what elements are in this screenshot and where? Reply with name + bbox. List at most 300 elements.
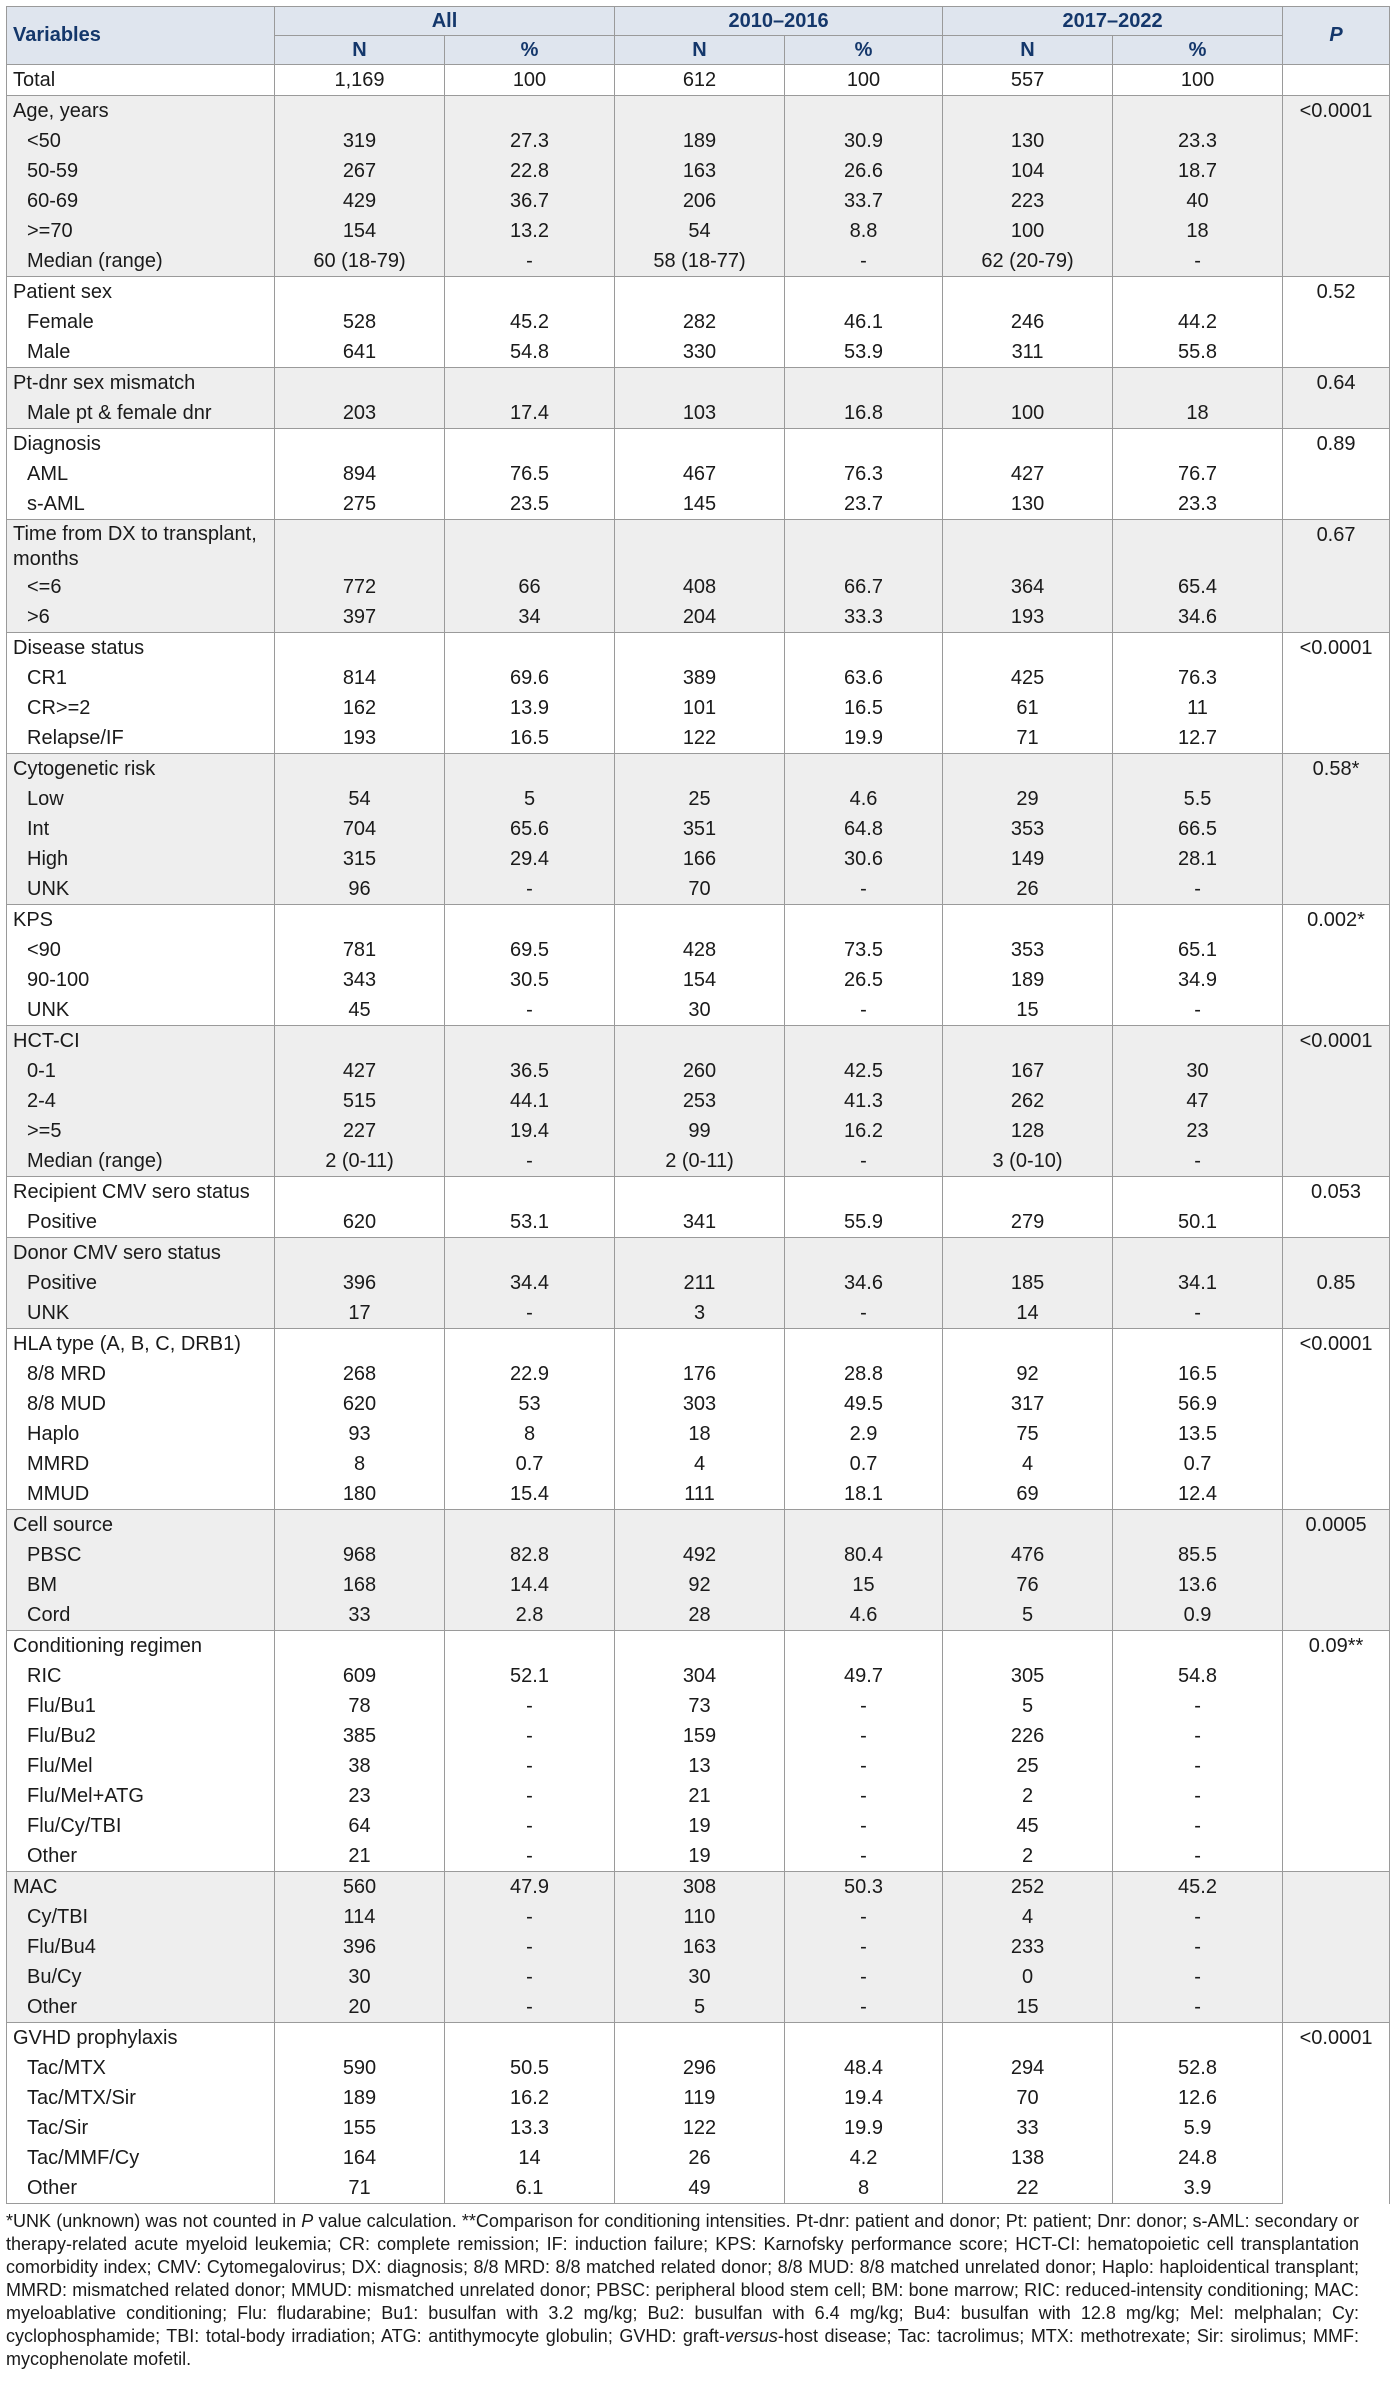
row-label: 0-1 [7, 1056, 275, 1086]
row-label: Flu/Bu1 [7, 1691, 275, 1721]
cell: 28.8 [785, 1359, 943, 1389]
cell: 49.7 [785, 1661, 943, 1691]
cell: 180 [275, 1479, 445, 1510]
table-row [7, 337, 1390, 368]
cell: 641 [275, 337, 445, 368]
cell [615, 1510, 785, 1541]
cell: 18 [1113, 398, 1283, 429]
row-label: CR>=2 [7, 693, 275, 723]
cell: 1,169 [275, 65, 445, 96]
cell: 396 [275, 1932, 445, 1962]
cell: 75 [943, 1419, 1113, 1449]
cell: 233 [943, 1932, 1113, 1962]
table-row [7, 1146, 1390, 1177]
row-label: Int [7, 814, 275, 844]
cell: 34.6 [1113, 602, 1283, 633]
p-value: 0.85 [1283, 1268, 1390, 1298]
cell: - [785, 1962, 943, 1992]
row-label: PBSC [7, 1540, 275, 1570]
cell: 23.5 [445, 489, 615, 520]
cell: 204 [615, 602, 785, 633]
table-row [7, 874, 1390, 905]
cell: 894 [275, 459, 445, 489]
cell: 30 [615, 1962, 785, 1992]
row-label: Low [7, 784, 275, 814]
row-label: Flu/Bu2 [7, 1721, 275, 1751]
table-row [7, 2053, 1390, 2083]
cell [445, 520, 615, 573]
cell [943, 754, 1113, 785]
cell: 73 [615, 1691, 785, 1721]
cell: 42.5 [785, 1056, 943, 1086]
cell: 23 [275, 1781, 445, 1811]
row-label: >6 [7, 602, 275, 633]
cell: - [445, 1691, 615, 1721]
cell: 73.5 [785, 935, 943, 965]
row-label: <=6 [7, 572, 275, 602]
cell [445, 368, 615, 399]
cell: 15 [785, 1570, 943, 1600]
cell: 23.3 [1113, 489, 1283, 520]
cell: 26.6 [785, 156, 943, 186]
cell: 252 [943, 1872, 1113, 1903]
section-title: Time from DX to transplant, months [7, 520, 275, 573]
cell: 69.6 [445, 663, 615, 693]
cell: 47.9 [445, 1872, 615, 1903]
table-row [7, 2083, 1390, 2113]
table-row [7, 1449, 1390, 1479]
cell: 71 [943, 723, 1113, 754]
cell [445, 1329, 615, 1360]
table-row [7, 1570, 1390, 1600]
cell: 13 [615, 1751, 785, 1781]
section-title-row [7, 1177, 1390, 1208]
cell: 53.1 [445, 1207, 615, 1238]
row-label: Male pt & female dnr [7, 398, 275, 429]
cell: - [445, 1962, 615, 1992]
cell: - [785, 1841, 943, 1872]
cell: 0.7 [1113, 1449, 1283, 1479]
cell: - [785, 1811, 943, 1841]
row-label: BM [7, 1570, 275, 1600]
cell: - [785, 874, 943, 905]
cell: 30.5 [445, 965, 615, 995]
table-row [7, 1811, 1390, 1841]
cell: 353 [943, 814, 1113, 844]
cell: 13.9 [445, 693, 615, 723]
cell: 294 [943, 2053, 1113, 2083]
cell: 2 [943, 1781, 1113, 1811]
cell: 24.8 [1113, 2143, 1283, 2173]
cell: 427 [943, 459, 1113, 489]
cell: 19.4 [445, 1116, 615, 1146]
cell [615, 1631, 785, 1662]
cell: 114 [275, 1902, 445, 1932]
cell: 34.1 [1113, 1268, 1283, 1298]
table-row [7, 723, 1390, 754]
cell: 2 (0-11) [275, 1146, 445, 1177]
row-label: Positive [7, 1207, 275, 1238]
row-label: 50-59 [7, 156, 275, 186]
cell: 3 [615, 1298, 785, 1329]
cell: 303 [615, 1389, 785, 1419]
table-row [7, 602, 1390, 633]
cell: 26 [943, 874, 1113, 905]
row-label: UNK [7, 995, 275, 1026]
cell: 100 [943, 398, 1113, 429]
cell: 4 [943, 1902, 1113, 1932]
cell: 21 [275, 1841, 445, 1872]
cell [785, 277, 943, 308]
cell: 65.1 [1113, 935, 1283, 965]
cell: 343 [275, 965, 445, 995]
cell: 76.3 [785, 459, 943, 489]
p-value: 0.053 [1283, 1177, 1390, 1238]
row-label: Other [7, 1841, 275, 1872]
cell [615, 96, 785, 127]
cell: 275 [275, 489, 445, 520]
p-value: <0.0001 [1283, 1329, 1390, 1510]
section-title-row [7, 96, 1390, 127]
cell: 52.1 [445, 1661, 615, 1691]
cell: 612 [615, 65, 785, 96]
cell: 16.2 [445, 2083, 615, 2113]
cell: 48.4 [785, 2053, 943, 2083]
table-row [7, 1902, 1390, 1932]
header-n: N [275, 36, 445, 65]
cell: 45.2 [445, 307, 615, 337]
header-n: N [943, 36, 1113, 65]
header-group-all: All [275, 7, 615, 36]
cell: 0.7 [445, 1449, 615, 1479]
table-row [7, 1932, 1390, 1962]
cell: 19 [615, 1841, 785, 1872]
row-label: Other [7, 1992, 275, 2023]
cell: - [1113, 1902, 1283, 1932]
cell: 0.9 [1113, 1600, 1283, 1631]
section-title-row [7, 429, 1390, 460]
section-title-row [7, 633, 1390, 664]
cell [785, 633, 943, 664]
cell: 34 [445, 602, 615, 633]
cell [785, 1510, 943, 1541]
p-value: <0.0001 [1283, 633, 1390, 754]
table-header [7, 7, 1390, 65]
p-value [1283, 1298, 1390, 1329]
cell: - [445, 1146, 615, 1177]
table-row [7, 156, 1390, 186]
cell: 130 [943, 489, 1113, 520]
cell: 76.3 [1113, 663, 1283, 693]
cell: 13.6 [1113, 1570, 1283, 1600]
section-title: Conditioning regimen [7, 1631, 275, 1662]
cell: - [785, 1932, 943, 1962]
cell: - [1113, 874, 1283, 905]
cell: 353 [943, 935, 1113, 965]
cell: 11 [1113, 693, 1283, 723]
section-title: Donor CMV sero status [7, 1238, 275, 1269]
cell: 29 [943, 784, 1113, 814]
cell: 319 [275, 126, 445, 156]
cell: 50.5 [445, 2053, 615, 2083]
cell: 55.9 [785, 1207, 943, 1238]
cell: 19.4 [785, 2083, 943, 2113]
cell: 92 [943, 1359, 1113, 1389]
cell: - [445, 1811, 615, 1841]
cell: 476 [943, 1540, 1113, 1570]
row-label: Haplo [7, 1419, 275, 1449]
cell: 279 [943, 1207, 1113, 1238]
header-pct: % [445, 36, 615, 65]
cell: 4.2 [785, 2143, 943, 2173]
section-title-row [7, 1329, 1390, 1360]
cell: 12.6 [1113, 2083, 1283, 2113]
cell [943, 2023, 1113, 2054]
cell: 25 [615, 784, 785, 814]
cell [275, 2023, 445, 2054]
table-row [7, 216, 1390, 246]
cell: 128 [943, 1116, 1113, 1146]
cell: 14 [943, 1298, 1113, 1329]
cell: 33 [275, 1600, 445, 1631]
cell: 21 [615, 1781, 785, 1811]
cell: 36.5 [445, 1056, 615, 1086]
cell [785, 1026, 943, 1057]
cell: 16.5 [445, 723, 615, 754]
cell: - [1113, 1811, 1283, 1841]
table-row [7, 663, 1390, 693]
section-title-row [7, 277, 1390, 308]
p-value: 0.89 [1283, 429, 1390, 520]
cell [1113, 96, 1283, 127]
cell: 15.4 [445, 1479, 615, 1510]
row-label: >=5 [7, 1116, 275, 1146]
section-title-row [7, 1631, 1390, 1662]
table-body [7, 65, 1390, 2204]
cell: 54.8 [445, 337, 615, 368]
row-label: Relapse/IF [7, 723, 275, 754]
cell [275, 1510, 445, 1541]
cell: 176 [615, 1359, 785, 1389]
cell [1113, 1177, 1283, 1208]
cell [943, 905, 1113, 936]
cell: 781 [275, 935, 445, 965]
cell: 70 [943, 2083, 1113, 2113]
cell [445, 1238, 615, 1269]
p-value: <0.0001 [1283, 2023, 1390, 2204]
cell [445, 277, 615, 308]
cell: 282 [615, 307, 785, 337]
cell: 33.3 [785, 602, 943, 633]
cell: 0 [943, 1962, 1113, 1992]
table-row [7, 814, 1390, 844]
cell: 46.1 [785, 307, 943, 337]
cell: 36.7 [445, 186, 615, 216]
footnote-part3: -host disease; Tac: tacrolimus; MTX: methotrexate; Sir: sirolimus; MMF: mycophenolate mofetil. [6, 2326, 1359, 2369]
cell: 330 [615, 337, 785, 368]
cell: 61 [943, 693, 1113, 723]
cell: 28 [615, 1600, 785, 1631]
table-row [7, 489, 1390, 520]
cell: - [1113, 1721, 1283, 1751]
cell: 15 [943, 1992, 1113, 2023]
characteristics-table [6, 6, 1390, 2204]
cell: - [1113, 1781, 1283, 1811]
cell [785, 754, 943, 785]
section-title-row [7, 754, 1390, 785]
table-row [7, 1479, 1390, 1510]
cell: 557 [943, 65, 1113, 96]
cell: 64.8 [785, 814, 943, 844]
cell: - [445, 874, 615, 905]
table-row [7, 1691, 1390, 1721]
cell: 8.8 [785, 216, 943, 246]
cell: 145 [615, 489, 785, 520]
cell [615, 520, 785, 573]
table-row [7, 844, 1390, 874]
cell [445, 1631, 615, 1662]
row-label: Tac/MTX [7, 2053, 275, 2083]
cell: 44.1 [445, 1086, 615, 1116]
cell: 389 [615, 663, 785, 693]
header-group-2010-2016: 2010–2016 [615, 7, 943, 36]
cell [785, 96, 943, 127]
section-title-row [7, 1026, 1390, 1057]
cell: 351 [615, 814, 785, 844]
row-label: UNK [7, 874, 275, 905]
header-p: P [1283, 7, 1390, 65]
cell [943, 277, 1113, 308]
cell: 8 [445, 1419, 615, 1449]
cell [275, 368, 445, 399]
cell: 33.7 [785, 186, 943, 216]
cell: - [785, 1992, 943, 2023]
p-value: 0.0005 [1283, 1510, 1390, 1631]
cell: 62 (20-79) [943, 246, 1113, 277]
cell: 14.4 [445, 1570, 615, 1600]
cell: 467 [615, 459, 785, 489]
cell [615, 2023, 785, 2054]
cell: 305 [943, 1661, 1113, 1691]
cell: 103 [615, 398, 785, 429]
row-label: Flu/Mel [7, 1751, 275, 1781]
cell: 12.7 [1113, 723, 1283, 754]
row-label: RIC [7, 1661, 275, 1691]
cell: 34.9 [1113, 965, 1283, 995]
cell: - [785, 1721, 943, 1751]
section-title-row [7, 905, 1390, 936]
cell: 304 [615, 1661, 785, 1691]
cell: 96 [275, 874, 445, 905]
cell [445, 905, 615, 936]
cell: - [445, 1751, 615, 1781]
cell: 47 [1113, 1086, 1283, 1116]
cell: 315 [275, 844, 445, 874]
cell [615, 1329, 785, 1360]
cell: 71 [275, 2173, 445, 2204]
cell: 2.9 [785, 1419, 943, 1449]
cell: 311 [943, 337, 1113, 368]
table-row [7, 1751, 1390, 1781]
cell [943, 1177, 1113, 1208]
header-pct: % [785, 36, 943, 65]
cell: - [445, 246, 615, 277]
cell: 226 [943, 1721, 1113, 1751]
cell [785, 368, 943, 399]
row-label: 8/8 MUD [7, 1389, 275, 1419]
cell: 260 [615, 1056, 785, 1086]
cell: 122 [615, 2113, 785, 2143]
row-label: Flu/Bu4 [7, 1932, 275, 1962]
cell [943, 429, 1113, 460]
cell [943, 633, 1113, 664]
cell: 308 [615, 1872, 785, 1903]
p-value: <0.0001 [1283, 1026, 1390, 1177]
section-title-row [7, 2023, 1390, 2054]
cell: 189 [615, 126, 785, 156]
table-row [7, 1207, 1390, 1238]
cell [1113, 754, 1283, 785]
cell [1113, 429, 1283, 460]
cell: 99 [615, 1116, 785, 1146]
cell [1113, 1238, 1283, 1269]
row-label: MMRD [7, 1449, 275, 1479]
cell: 66.7 [785, 572, 943, 602]
cell: 122 [615, 723, 785, 754]
cell: 296 [615, 2053, 785, 2083]
cell: 64 [275, 1811, 445, 1841]
cell: 45.2 [1113, 1872, 1283, 1903]
cell: 45 [943, 1811, 1113, 1841]
cell: 100 [943, 216, 1113, 246]
p-value: 0.58* [1283, 754, 1390, 905]
cell: 15 [943, 995, 1113, 1026]
cell [1113, 1329, 1283, 1360]
cell: - [445, 1932, 615, 1962]
cell: 154 [615, 965, 785, 995]
section-title-row [7, 65, 1390, 96]
cell: 8 [275, 1449, 445, 1479]
cell: 34.6 [785, 1268, 943, 1298]
cell: 341 [615, 1207, 785, 1238]
cell: 164 [275, 2143, 445, 2173]
section-title-row [7, 1238, 1390, 1269]
cell: - [1113, 1298, 1283, 1329]
cell: 189 [275, 2083, 445, 2113]
section-title: Recipient CMV sero status [7, 1177, 275, 1208]
p-value: 0.002* [1283, 905, 1390, 1026]
row-label: Male [7, 337, 275, 368]
cell: 58 (18-77) [615, 246, 785, 277]
cell: 13.3 [445, 2113, 615, 2143]
row-label: Female [7, 307, 275, 337]
cell: 16.5 [785, 693, 943, 723]
cell: 38 [275, 1751, 445, 1781]
cell [785, 520, 943, 573]
cell [943, 1329, 1113, 1360]
row-label: High [7, 844, 275, 874]
cell: 206 [615, 186, 785, 216]
cell: 65.6 [445, 814, 615, 844]
footnote-part1: *UNK (unknown) was not counted in [6, 2211, 302, 2231]
cell [445, 633, 615, 664]
cell: 30 [1113, 1056, 1283, 1086]
row-label: 90-100 [7, 965, 275, 995]
cell: 528 [275, 307, 445, 337]
cell [1113, 1026, 1283, 1057]
cell: 49.5 [785, 1389, 943, 1419]
row-label: >=70 [7, 216, 275, 246]
